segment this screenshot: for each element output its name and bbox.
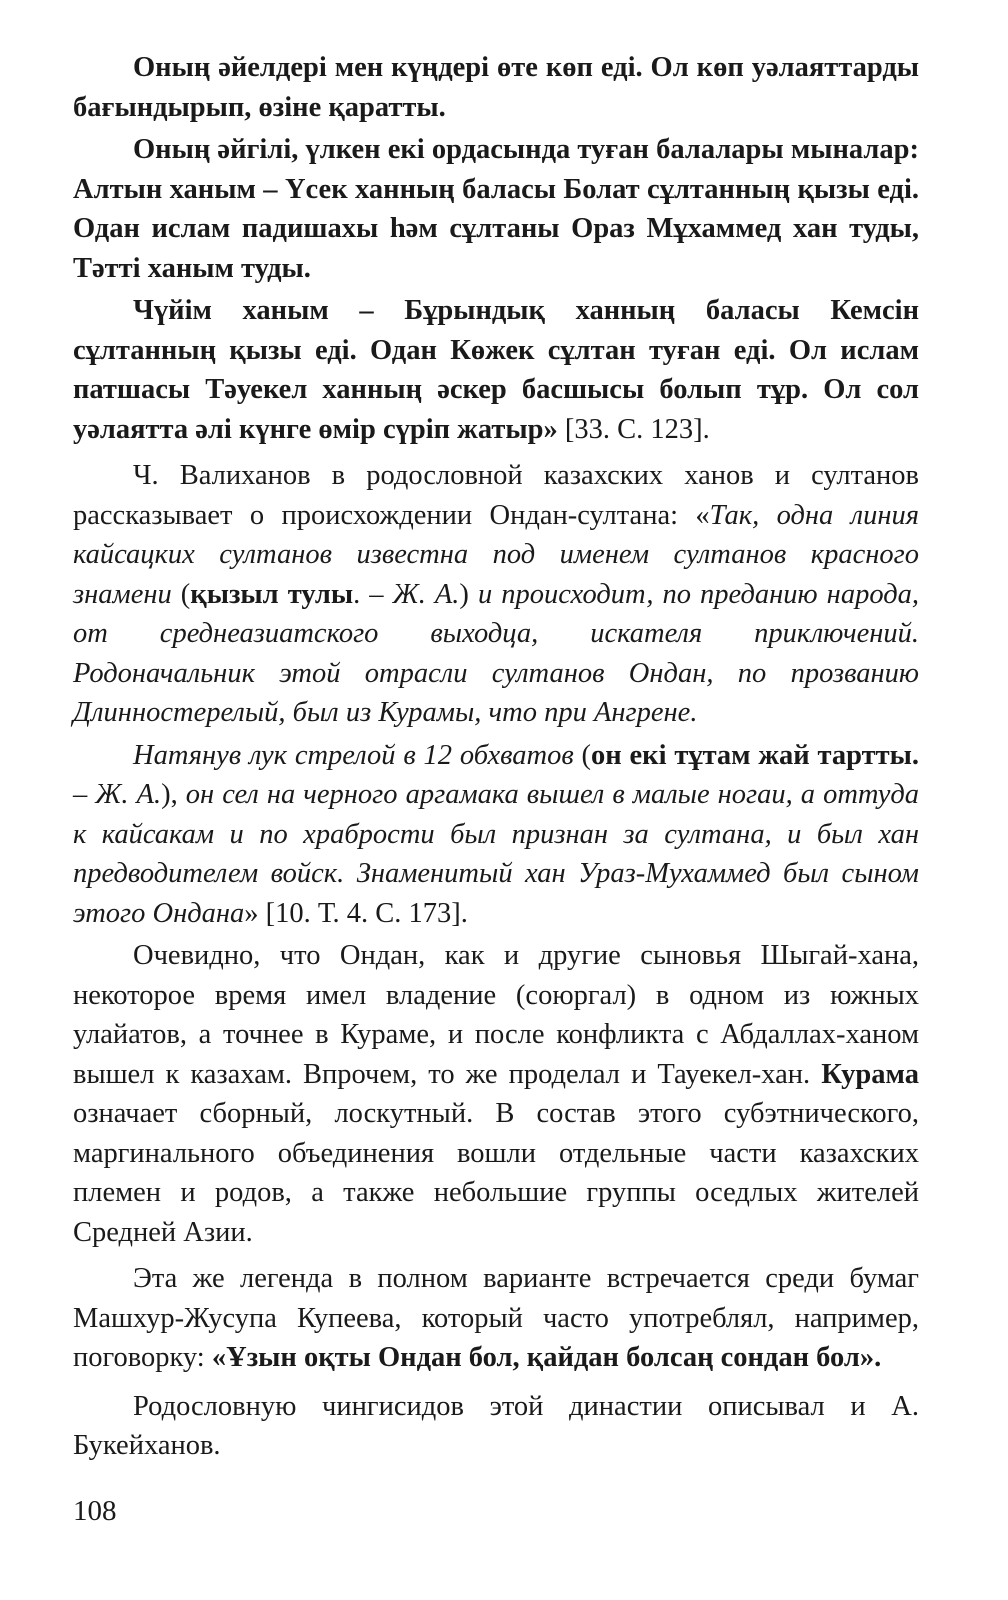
segment: Очевидно, что Ондан, как и другие сыновья Шыгай-хана, некоторое время имел владение (союргал) в одном из южных улайатов, а точнее в Кураме, и после конфликта с Абдаллах-ханом вышел к казахам. Впрочем, то же проделал и Тауекел-хан. [73, 940, 919, 1090]
segment: Оның әйелдері мен күңдері өте көп еді. Ол көп уәлаяттарды бағындырып, өзіне қаратты. [73, 52, 919, 123]
segment: Ч. Валиханов в родословной казахских ханов и султанов рассказывает о происхождении Ондан-султана: « [73, 460, 919, 531]
segment: Родословную чингисидов этой династии описывал и А. Букейханов. [73, 1390, 919, 1461]
page-number: 108 [73, 1495, 117, 1527]
segment: Так, одна линия кайсацких султанов известна под именем султанов красного знамени [73, 499, 919, 610]
segment: ( [573, 739, 592, 771]
paragraph-6 [73, 936, 919, 1252]
paragraph-4 [73, 456, 919, 733]
paragraph-8 [73, 1387, 919, 1466]
paragraph-3 [73, 291, 919, 449]
segment: Натянув лук стрелой в 12 обхватов [133, 739, 574, 771]
segment: означает сборный, лоскутный. В состав этого субэтнического, маргинального объединения вошли отдельные части казахских племен и родов, а также небольшие группы оседлых жителей Средней Азии. [73, 1098, 919, 1248]
citation: [33. С. 123]. [557, 413, 710, 445]
segment: и происходит, по преданию народа, от среднеазиатского выходца, искателя приключений. Родоначальник этой отрасли султанов Ондан, по прозванию Длинностерелый, был из Курамы, что при Ангрене. [73, 578, 919, 728]
segment: он сел на черного аргамака вышел в малые ногаи, а оттуда к кайсакам и по храбрости был признан за султана, и был хан предводителем войск. Знаменитый хан Ураз-Мухаммед был сыном этого Ондана [73, 779, 920, 929]
segment: қызыл тулы [190, 578, 354, 610]
paragraph-1 [73, 48, 919, 127]
segment: Чүйім ханым – Бұрындық ханның баласы Кемсін сұлтанның қызы еді. Одан Көжек сұлтан туған еді. Ол ислам патшасы Тәуекел ханның әскер басшысы болып тұр. Ол сол уәлаятта әлі күнге өмір сүріп жатыр» [73, 295, 919, 445]
paragraph-5 [73, 736, 919, 934]
segment: ( [171, 578, 191, 610]
segment: ), [161, 779, 186, 810]
segment: Курама [821, 1058, 919, 1090]
segment: он екі тұтам жай тартты. [591, 739, 919, 771]
segment: Эта же легенда в полном варианте встречается среди бумаг Машхур-Жусупа Купеева, который часто употреблял, например, поговорку: [73, 1263, 919, 1373]
citation: » [10. Т. 4. С. 173]. [244, 897, 468, 929]
segment: Ж. А. [95, 779, 162, 810]
paragraph-2 [73, 130, 919, 288]
segment: Оның әйгілі, үлкен екі ордасында туған балалары мыналар: Алтын ханым – Үсек ханның баласы Болат сұлтанның қызы еді. Одан ислам падишахы һәм сұлтаны Ораз Мұхаммед хан туды, Тәтті ханым туды. [73, 134, 919, 284]
segment: . – [353, 578, 393, 610]
paragraph-7 [73, 1259, 919, 1378]
segment: – [73, 779, 96, 810]
segment: «Ұзын оқты Ондан бол, қайдан болсаң сондан бол». [211, 1342, 882, 1373]
page-text [73, 48, 919, 1466]
segment: ) [459, 578, 478, 610]
segment: Ж. А. [392, 578, 460, 610]
